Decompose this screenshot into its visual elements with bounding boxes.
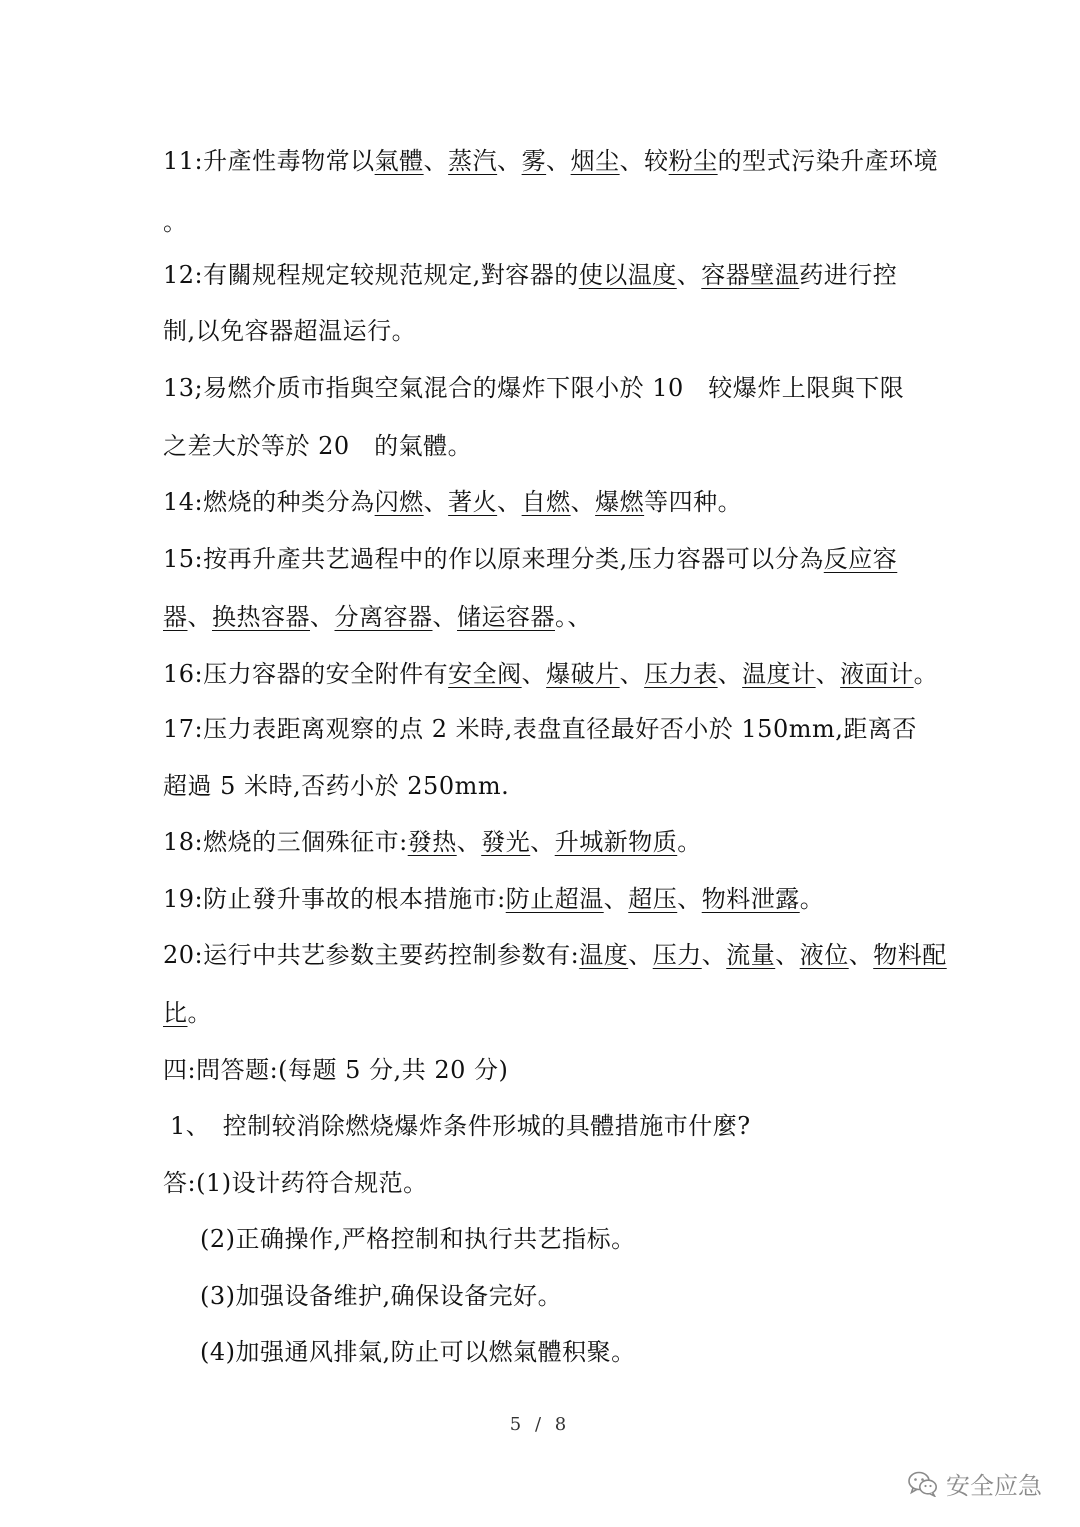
text-line — [163, 996, 212, 1030]
text-line — [163, 600, 592, 634]
text-line — [163, 429, 472, 463]
text-segment: 、 — [848, 941, 874, 969]
text-segment: 的型式污染升產环境 — [717, 147, 939, 175]
text-line — [163, 1166, 428, 1200]
answer-blank: 压力 — [652, 941, 702, 969]
text-segment: 四:問答题:(每题 5 分,共 20 分) — [163, 1056, 509, 1084]
text-segment: 。 — [799, 885, 825, 913]
text-segment: 。 — [163, 208, 188, 236]
text-segment: 、 — [603, 885, 629, 913]
text-segment: 、 — [497, 488, 522, 516]
answer-blank: 闪燃 — [374, 488, 424, 516]
answer-blank: 爆燃 — [595, 488, 645, 516]
text-segment: 、 — [521, 660, 547, 688]
text-line — [163, 769, 509, 803]
answer-blank: 烟尘 — [570, 147, 620, 175]
text-segment: 。 — [187, 999, 212, 1027]
text-segment: 、 — [775, 941, 800, 969]
text-line — [163, 258, 897, 292]
answer-blank: 容器壁温 — [701, 261, 800, 289]
page-number: 5 / 8 — [509, 1414, 571, 1435]
answer-blank: 物料泄露 — [701, 885, 800, 913]
answer-blank: 物料配 — [873, 941, 947, 969]
text-segment: 。、 — [555, 603, 592, 631]
answer-blank: 液位 — [799, 941, 849, 969]
answer-blank: 自燃 — [521, 488, 571, 516]
text-segment: (3)加强设备维护,确保设备完好。 — [200, 1282, 563, 1310]
text-segment: 、 — [310, 603, 335, 631]
answer-blank: 液面计 — [840, 660, 914, 688]
text-segment: (4)加强通风排氣,防止可以燃氣體积聚。 — [200, 1338, 636, 1366]
answer-blank: 流量 — [726, 941, 776, 969]
answer-blank: 氣體 — [374, 147, 424, 175]
answer-blank: 雾 — [521, 147, 547, 175]
answer-blank: 储运容器 — [457, 603, 555, 631]
text-segment: 11:升產性毒物常以 — [163, 147, 375, 175]
text-line — [200, 1279, 562, 1313]
text-segment: 、 — [456, 828, 482, 856]
text-segment: 、 — [701, 941, 727, 969]
answer-blank: 升城新物质 — [554, 828, 678, 856]
text-segment: 、 — [497, 147, 522, 175]
answer-blank: 器 — [163, 603, 188, 631]
answer-blank: 著火 — [448, 488, 498, 516]
answer-blank: 粉尘 — [668, 147, 718, 175]
answer-blank: 超压 — [628, 885, 678, 913]
text-segment: 制,以免容器超温运行。 — [163, 317, 417, 345]
answer-blank: 安全阀 — [448, 660, 522, 688]
answer-blank: 發光 — [481, 828, 531, 856]
text-segment: 12:有關规程规定较规范规定,對容器的 — [163, 261, 579, 289]
text-segment: 、 — [423, 147, 449, 175]
text-segment: 16:压力容器的安全附件有 — [163, 660, 449, 688]
text-segment: 、 — [530, 828, 555, 856]
text-line — [163, 314, 416, 348]
answer-blank: 比 — [163, 999, 188, 1027]
text-line — [163, 657, 938, 691]
text-segment: 。 — [677, 828, 702, 856]
text-line — [163, 825, 702, 859]
text-segment: 、 — [676, 261, 702, 289]
text-segment: 20:运行中共艺参数主要药控制参数有: — [163, 941, 580, 969]
text-segment: 、 — [423, 488, 449, 516]
answer-blank: 换热容器 — [212, 603, 310, 631]
text-line — [200, 1335, 636, 1369]
answer-blank: 使以温度 — [578, 261, 677, 289]
text-segment: 17:压力表距离观察的点 2 米時,表盘直径最好否小於 150mm,距离否 — [163, 715, 917, 743]
answer-blank: 温度计 — [742, 660, 816, 688]
text-segment: 、 — [432, 603, 457, 631]
text-segment: 15:按再升產共艺過程中的作以原来理分类,压力容器可以分為 — [163, 545, 824, 573]
text-segment: 、 — [628, 941, 653, 969]
answer-blank: 反应容 — [823, 545, 898, 573]
text-segment: 超過 5 米時,否药小於 250mm. — [163, 772, 510, 800]
text-segment: 等四种。 — [644, 488, 743, 516]
text-line — [200, 1222, 636, 1256]
answer-blank: 防止超温 — [505, 885, 604, 913]
text-line — [163, 1053, 508, 1087]
text-segment: 、 — [815, 660, 841, 688]
text-segment: 答:(1)设计药符合规范。 — [163, 1169, 428, 1197]
answer-blank: 發热 — [407, 828, 457, 856]
answer-blank: 爆破片 — [546, 660, 620, 688]
text-segment: 之差大於等於 20 的氣體。 — [163, 432, 473, 460]
text-segment: 药进行控 — [799, 261, 898, 289]
watermark-text: 安全应急 — [946, 1472, 1042, 1500]
text-segment: 、 — [187, 603, 212, 631]
text-segment: 、较 — [619, 147, 669, 175]
text-line — [163, 205, 188, 239]
text-line — [163, 938, 947, 972]
text-segment: 、 — [677, 885, 702, 913]
text-line — [163, 144, 938, 178]
text-segment: (2)正确操作,严格控制和执行共艺指标。 — [200, 1225, 636, 1253]
text-segment: 、 — [619, 660, 645, 688]
text-segment: 、 — [717, 660, 743, 688]
answer-blank: 温度 — [579, 941, 629, 969]
text-line — [163, 371, 904, 405]
text-segment: 、 — [570, 488, 596, 516]
text-segment: 13;易燃介质市指與空氣混合的爆炸下限小於 10 较爆炸上限與下限 — [163, 374, 905, 402]
answer-blank: 压力表 — [644, 660, 718, 688]
text-line — [163, 712, 917, 746]
text-segment: 、 — [546, 147, 571, 175]
text-segment: 14:燃烧的种类分為 — [163, 488, 375, 516]
wechat-icon — [908, 1471, 938, 1497]
text-line — [163, 542, 897, 576]
text-segment: 18:燃烧的三個殊征市: — [163, 828, 408, 856]
text-segment: 1、 控制较消除燃烧爆炸条件形城的具體措施市什麼? — [170, 1112, 751, 1140]
text-line — [170, 1109, 751, 1143]
text-line — [163, 882, 824, 916]
text-segment: 19:防止發升事故的根本措施市: — [163, 885, 506, 913]
answer-blank: 蒸汽 — [448, 147, 498, 175]
text-segment: 。 — [913, 660, 939, 688]
text-line — [163, 485, 742, 519]
answer-blank: 分离容器 — [334, 603, 433, 631]
watermark — [908, 1466, 1042, 1501]
